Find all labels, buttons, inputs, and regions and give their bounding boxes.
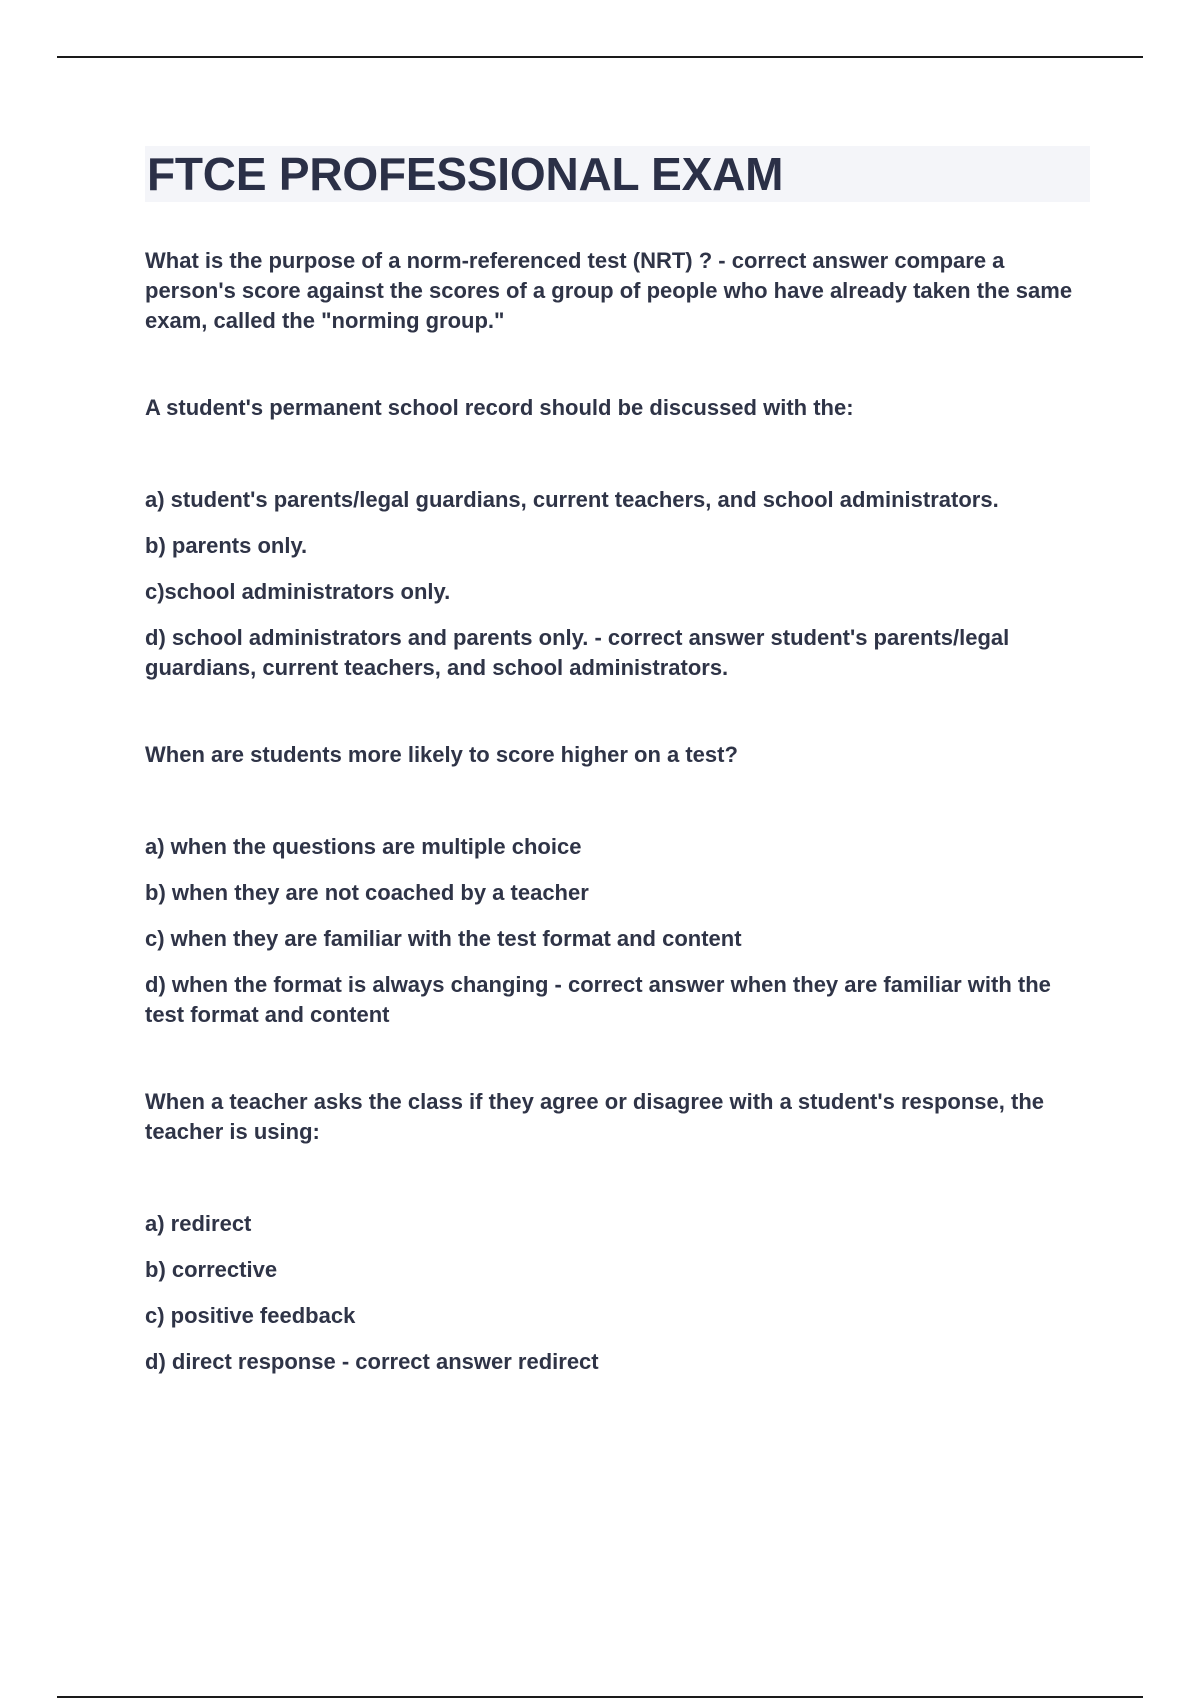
answer-option-d: d) when the format is always changing - correct answer when they are familiar with the test format and content	[145, 972, 1051, 1027]
question-list	[145, 246, 1090, 1377]
top-divider	[57, 56, 1143, 58]
title-band	[145, 146, 1090, 202]
answer-option-a: a) when the questions are multiple choice	[145, 834, 582, 859]
answer-options	[145, 1209, 1090, 1377]
document-title: FTCE PROFESSIONAL EXAM	[147, 148, 784, 200]
question-block-4	[145, 1087, 1090, 1377]
answer-options	[145, 485, 1090, 683]
answer-option-b: b) corrective	[145, 1257, 278, 1282]
question-text: When are students more likely to score higher on a test?	[145, 742, 738, 767]
question-block-3	[145, 740, 1090, 1030]
answer-option-c: c)school administrators only.	[145, 579, 451, 604]
answer-option-d: d) school administrators and parents only. - correct answer student's parents/legal guardians, current teachers, and school administrators.	[145, 625, 1010, 680]
answer-option-d: d) direct response - correct answer redirect	[145, 1349, 599, 1374]
answer-option-a: a) student's parents/legal guardians, current teachers, and school administrators.	[145, 487, 999, 512]
answer-options	[145, 832, 1090, 1030]
question-block-2	[145, 393, 1090, 683]
answer-option-c: c) positive feedback	[145, 1303, 356, 1328]
answer-option-c: c) when they are familiar with the test format and content	[145, 926, 742, 951]
question-text: What is the purpose of a norm-referenced test (NRT) ? - correct answer compare a person's score against the scores of a group of people who have already taken the same exam, called the "norming group."	[145, 248, 1073, 333]
answer-option-b: b) parents only.	[145, 533, 308, 558]
question-text: When a teacher asks the class if they agree or disagree with a student's response, the teacher is using:	[145, 1089, 1044, 1144]
answer-option-a: a) redirect	[145, 1211, 252, 1236]
bottom-divider	[57, 1696, 1143, 1698]
question-block-1	[145, 246, 1090, 336]
question-text: A student's permanent school record should be discussed with the:	[145, 395, 854, 420]
document-page	[145, 146, 1090, 1434]
answer-option-b: b) when they are not coached by a teacher	[145, 880, 589, 905]
